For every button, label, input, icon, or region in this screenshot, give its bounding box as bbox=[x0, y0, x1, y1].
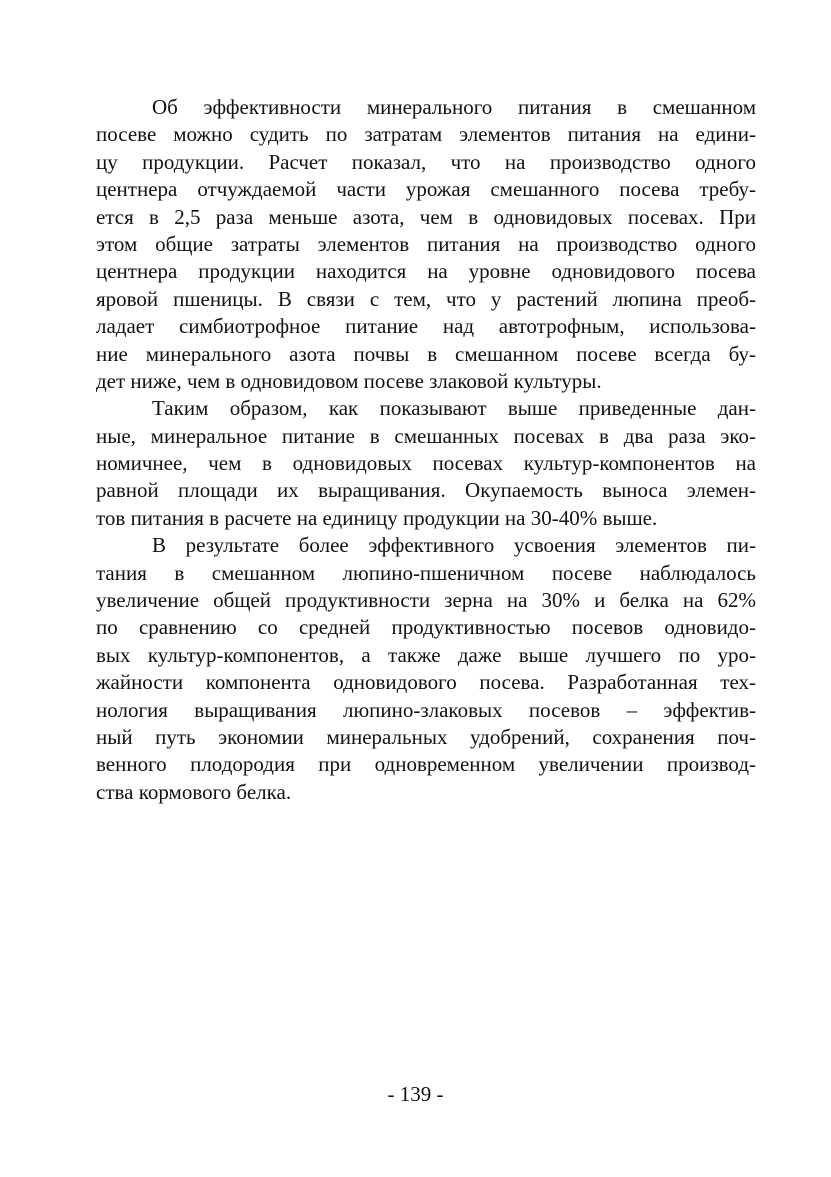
text-line: ладает симбиотрофное питание над автотрофным, использова- bbox=[96, 314, 756, 339]
body-text bbox=[96, 94, 756, 806]
text-line: ется в 2,5 раза меньше азота, чем в одновидовых посевах. При bbox=[96, 204, 756, 229]
text-line: нология выращивания люпино-злаковых посевов – эффектив- bbox=[96, 697, 756, 722]
text-line: В результате более эффективного усвоения элементов пи- bbox=[152, 533, 756, 558]
text-line: посеве можно судить по затратам элементов питания на едини- bbox=[96, 122, 756, 147]
page-number: - 139 - bbox=[387, 1082, 444, 1106]
text-line: цу продукции. Расчет показал, что на производство одного bbox=[96, 149, 756, 174]
text-line: этом общие затраты элементов питания на производство одного bbox=[96, 231, 756, 256]
text-line: тов питания в расчете на единицу продукции на 30-40% выше. bbox=[96, 505, 658, 530]
text-line: ный путь экономии минеральных удобрений, сохранения поч- bbox=[96, 724, 756, 749]
text-line: центнера продукции находится на уровне одновидового посева bbox=[96, 259, 756, 284]
text-line: Таким образом, как показывают выше приведенные дан- bbox=[152, 396, 756, 421]
text-line: равной площади их выращивания. Окупаемость выноса элемен- bbox=[96, 478, 756, 503]
text-line: ства кормового белка. bbox=[96, 779, 292, 804]
text-line: по сравнению со средней продуктивностью посевов одновидо- bbox=[96, 615, 756, 640]
text-line: вых культур-компонентов, а также даже выше лучшего по уро- bbox=[96, 642, 756, 667]
text-line: центнера отчуждаемой части урожая смешанного посева требу- bbox=[96, 177, 756, 202]
paragraph bbox=[96, 532, 756, 806]
paragraph bbox=[96, 395, 756, 532]
paragraph bbox=[96, 94, 756, 395]
text-line: номичнее, чем в одновидовых посевах культур-компонентов на bbox=[96, 451, 756, 476]
text-line: ние минерального азота почвы в смешанном посеве всегда бу- bbox=[96, 341, 756, 366]
text-line: венного плодородия при одновременном увеличении производ- bbox=[96, 752, 756, 777]
text-line: тания в смешанном люпино-пшеничном посеве наблюдалось bbox=[96, 560, 756, 585]
text-line: Об эффективности минерального питания в смешанном bbox=[152, 95, 756, 119]
text-line: жайности компонента одновидового посева. Разработанная тех- bbox=[96, 670, 756, 695]
text-line: увеличение общей продуктивности зерна на 30% и белка на 62% bbox=[96, 588, 756, 613]
text-line: ные, минеральное питание в смешанных посевах в два раза эко- bbox=[96, 423, 756, 448]
text-line: дет ниже, чем в одновидовом посеве злаковой культуры. bbox=[96, 368, 602, 393]
text-line: яровой пшеницы. В связи с тем, что у растений люпина преоб- bbox=[96, 286, 756, 311]
